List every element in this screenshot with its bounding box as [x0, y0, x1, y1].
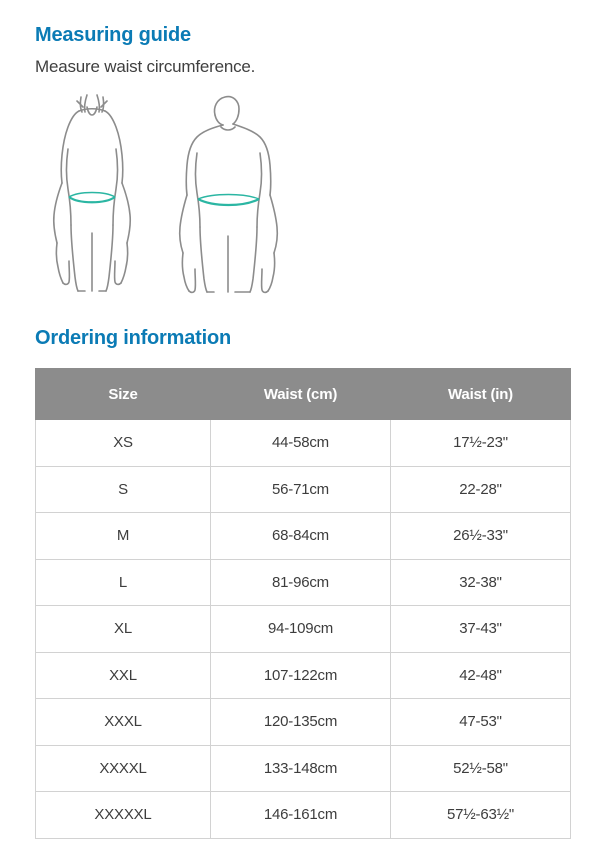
table-row — [36, 606, 571, 653]
table-row — [36, 652, 571, 699]
cell-waist-cm: 68-84cm — [211, 513, 391, 560]
table-row — [36, 420, 571, 467]
cell-waist-in: 57½-63½" — [391, 792, 571, 839]
cell-size: XXXL — [36, 699, 211, 746]
torso-measurement-illustration — [35, 91, 335, 296]
cell-size: XL — [36, 606, 211, 653]
cell-size: XS — [36, 420, 211, 467]
waist-measure-line-back — [69, 197, 115, 202]
cell-size: M — [36, 513, 211, 560]
measuring-guide-title: Measuring guide — [35, 24, 191, 46]
cell-size: S — [36, 466, 211, 513]
cell-waist-cm: 81-96cm — [211, 559, 391, 606]
cell-waist-cm: 107-122cm — [211, 652, 391, 699]
cell-waist-in: 17½-23" — [391, 420, 571, 467]
size-table — [35, 368, 571, 839]
table-row — [36, 466, 571, 513]
column-header-size: Size — [36, 369, 211, 420]
cell-waist-in: 37-43" — [391, 606, 571, 653]
table-header-row — [36, 369, 571, 420]
cell-size: L — [36, 559, 211, 606]
ordering-information-title: Ordering information — [35, 327, 232, 349]
cell-waist-in: 42-48" — [391, 652, 571, 699]
cell-size: XXXXXL — [36, 792, 211, 839]
waist-measure-line-front — [198, 199, 259, 205]
cell-waist-in: 26½-33" — [391, 513, 571, 560]
table-row — [36, 745, 571, 792]
column-header-waist-in: Waist (in) — [391, 369, 571, 420]
table-row — [36, 792, 571, 839]
cell-waist-cm: 94-109cm — [211, 606, 391, 653]
cell-waist-in: 47-53" — [391, 699, 571, 746]
cell-waist-cm: 56-71cm — [211, 466, 391, 513]
measuring-guide-instruction: Measure waist circumference. — [35, 57, 256, 76]
cell-waist-in: 52½-58" — [391, 745, 571, 792]
table-row — [36, 559, 571, 606]
cell-waist-in: 32-38" — [391, 559, 571, 606]
table-row — [36, 699, 571, 746]
cell-waist-cm: 146-161cm — [211, 792, 391, 839]
waist-measure-line-front-top — [198, 195, 259, 200]
cell-waist-cm: 120-135cm — [211, 699, 391, 746]
cell-waist-cm: 133-148cm — [211, 745, 391, 792]
cell-waist-cm: 44-58cm — [211, 420, 391, 467]
cell-size: XXXXL — [36, 745, 211, 792]
column-header-waist-cm: Waist (cm) — [211, 369, 391, 420]
cell-size: XXL — [36, 652, 211, 699]
waist-measure-line-back-top — [69, 193, 115, 198]
table-row — [36, 513, 571, 560]
cell-waist-in: 22-28" — [391, 466, 571, 513]
measurement-figure — [35, 91, 570, 301]
